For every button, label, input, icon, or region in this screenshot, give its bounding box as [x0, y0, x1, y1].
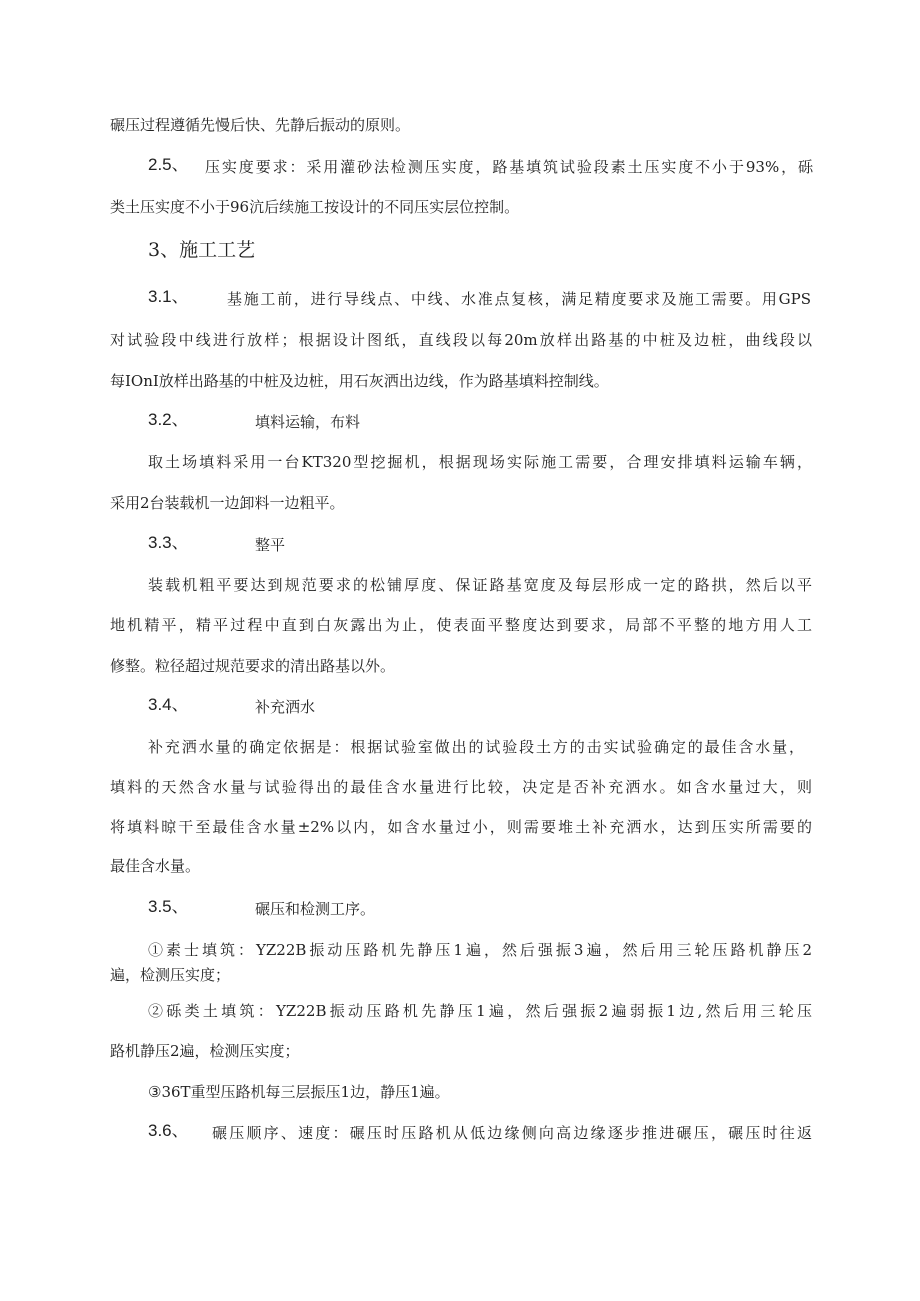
paragraph-line: 遍，检测压实度；: [110, 966, 231, 984]
paragraph-line: 碾压过程遵循先慢后快、先静后振动的原则。: [110, 116, 411, 134]
paragraph-line: 补充洒水量的确定依据是：根据试验室做出的试验段土方的击实试验确定的最佳含水量，: [148, 738, 804, 756]
paragraph-line: 修整。粒径超过规范要求的清出路基以外。: [110, 657, 396, 675]
section-heading: 3、施工工艺: [148, 239, 256, 261]
paragraph-line: 对试验段中线进行放样；根据设计图纸，直线段以每20m放样出路基的中桩及边桩，曲线段以: [110, 331, 812, 349]
paragraph-line: 基施工前，进行导线点、中线、水准点复核，满足精度要求及施工需要。用GPS: [227, 290, 811, 308]
section-number: 3.6、: [148, 1121, 189, 1140]
subsection-title: 填料运输，布料: [255, 413, 361, 431]
section-number: 3.2、: [148, 410, 189, 429]
section-number: 3.3、: [148, 533, 189, 552]
paragraph-line: 碾压顺序、速度：碾压时压路机从低边缘侧向高边缘逐步推进碾压，碾压时往返: [212, 1124, 812, 1142]
section-number: 3.1、: [148, 287, 189, 306]
paragraph-line: 填料的天然含水量与试验得出的最佳含水量进行比较，决定是否补充洒水。如含水量过大，则: [110, 778, 812, 796]
subsection-title: 补充洒水: [255, 698, 316, 716]
paragraph-line: 压实度要求：采用灌砂法检测压实度，路基填筑试验段素土压实度不小于93%，砾: [205, 158, 813, 176]
section-number: 3.5、: [148, 897, 189, 916]
paragraph-line: ①素士填筑：YZ22B振动压路机先静压1遍，然后强振3遍，然后用三轮压路机静压2: [148, 941, 812, 959]
subsection-title: 碾压和检测工序。: [255, 900, 376, 918]
subsection-title: 整平: [255, 536, 286, 554]
paragraph-line: ③36T重型压路机每三层振压1边，静压1遍。: [148, 1083, 450, 1101]
paragraph-line: 将填料晾干至最佳含水量±2%以内，如含水量过小，则需要堆土补充洒水，达到压实所需要的: [110, 818, 812, 836]
paragraph-line: 装载机粗平要达到规范要求的松铺厚度、保证路基宽度及每层形成一定的路拱，然后以平: [148, 576, 812, 594]
paragraph-line: 取土场填料采用一台KT320型挖掘机，根据现场实际施工需要，合理安排填料运输车辆，: [148, 453, 812, 471]
paragraph-line: 每IOnI放样出路基的中桩及边桩，用石灰洒出边线，作为路基填料控制线。: [110, 372, 609, 390]
paragraph-line: 类土压实度不小于96沆后续施工按设计的不同压实层位控制。: [110, 198, 520, 216]
section-number: 2.5、: [148, 155, 189, 174]
section-number: 3.4、: [148, 695, 189, 714]
paragraph-line: 路机静压2遍，检测压实度；: [110, 1042, 300, 1060]
paragraph-line: ②砾类土填筑：YZ22B振动压路机先静压1遍，然后强振2遍弱振1边,然后用三轮压: [148, 1002, 812, 1020]
paragraph-line: 最佳含水量。: [110, 857, 201, 875]
paragraph-line: 地机精平，精平过程中直到白灰露出为止，使表面平整度达到要求，局部不平整的地方用人工: [110, 616, 812, 634]
paragraph-line: 采用2台装载机一边卸料一边粗平。: [110, 494, 345, 512]
